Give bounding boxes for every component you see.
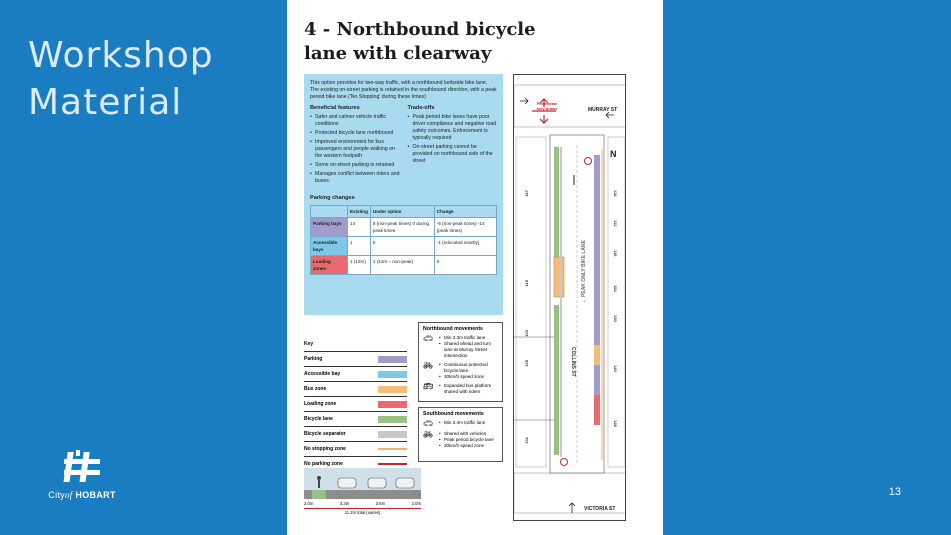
bicycle-icon: 🚲︎ <box>423 430 434 439</box>
parking-table <box>310 205 497 275</box>
list-item: • Shared ahead and turn lane at Murray Street intersection <box>439 341 498 359</box>
key-swatch <box>378 371 407 378</box>
list-item: • Min 3.4m traffic lane <box>439 420 485 426</box>
list-item: • Protected bicycle lane northbound <box>310 130 400 137</box>
address-label: 140 <box>613 365 618 372</box>
northbound-heading: Northbound movements <box>423 326 483 332</box>
key-swatch <box>378 356 407 363</box>
list-item: • Shared with vehicles <box>439 431 494 437</box>
table-header: Under option <box>370 206 434 218</box>
northbound-movements-box <box>418 322 503 402</box>
key-swatch <box>378 431 407 438</box>
option-info-box <box>304 74 503 315</box>
map-key <box>304 336 407 471</box>
key-label: Bus zone <box>304 386 327 392</box>
address-label: 154 <box>613 285 618 292</box>
logo-wordmark: Cityof HOBART <box>48 490 116 500</box>
tradeoffs-list <box>408 114 498 165</box>
key-swatch <box>378 416 407 423</box>
list-item: • Min 3.3m traffic lane <box>439 335 498 341</box>
key-label: Bicycle lane <box>304 416 333 422</box>
list-item: • Peak period bike lanes have poor driver compliance and negative road safety outcomes. Enforcement is typically required <box>408 114 498 142</box>
table-header: Existing <box>348 206 371 218</box>
table-cell: 1 (12m – non-peak) <box>370 256 434 275</box>
list-item: • Continuous protected bicycle lane <box>439 362 498 374</box>
southbound-movements-box <box>418 407 503 462</box>
list-item: • Some on-street parking is retained <box>310 162 400 169</box>
key-label: Loading zone <box>304 401 337 407</box>
dimension-label: 2.0m <box>304 501 314 506</box>
street-layout-map <box>513 74 626 521</box>
address-label: 125 <box>524 360 529 367</box>
beneficial-heading: Beneficial features <box>310 105 360 111</box>
table-cell: Accessible bays <box>311 237 348 256</box>
key-item <box>304 411 407 426</box>
list-item: • Peak period bicycle lane <box>439 437 494 443</box>
cross-section-illustration <box>304 468 421 499</box>
dimension-label: 3.6m <box>375 501 386 506</box>
key-item <box>304 366 407 381</box>
address-label: 119 <box>524 280 529 287</box>
key-label: Accessible bay <box>304 371 341 377</box>
table-cell: 14 <box>348 218 371 237</box>
key-item <box>304 441 407 456</box>
list-item: • 30km/h speed zone <box>439 443 494 449</box>
beneficial-list <box>310 114 400 185</box>
parking-heading: Parking changes <box>310 195 355 201</box>
address-label: 130 <box>613 315 618 322</box>
table-cell: -1 (relocated nearby) <box>434 237 496 256</box>
list-item: • On-street parking cannot be provided on northbound side of the street <box>408 144 498 165</box>
address-label: 148 <box>613 420 618 427</box>
list-item: • Expanded bus platform shared with riders <box>439 383 498 395</box>
table-cell: 8 (non-peak times) 0 during peak times <box>370 218 434 237</box>
pedestrian-phase-label: Pedestrian only phase <box>536 101 558 111</box>
page-number: 13 <box>888 486 901 498</box>
list-item: • Improved environment for bus passengers and people walking on the western footpath <box>310 139 400 160</box>
address-label: 116 <box>613 250 618 257</box>
northbound-car-item <box>423 335 498 359</box>
key-swatch <box>378 401 407 408</box>
tradeoffs-heading: Trade-offs <box>407 105 435 111</box>
list-item: • Safer and calmer vehicle traffic conditions <box>310 114 400 128</box>
document-page <box>287 0 663 535</box>
address-label: 112 <box>613 220 618 227</box>
address-label: 117 <box>524 190 529 197</box>
key-item <box>304 351 407 366</box>
hobart-hash-logo-icon <box>62 450 102 484</box>
table-cell: Parking bays <box>311 218 348 237</box>
slide-title <box>28 32 214 126</box>
key-heading-row <box>304 336 407 351</box>
victoria-street-label: VICTORIA ST <box>584 506 616 512</box>
southbound-bike-item <box>423 431 498 449</box>
key-label: No parking zone <box>304 461 343 467</box>
address-label: 131 <box>524 437 529 444</box>
northbound-bus-list <box>439 383 498 395</box>
table-cell: 0 <box>434 256 496 275</box>
southbound-car-list <box>439 420 485 428</box>
northbound-bike-item <box>423 362 498 380</box>
southbound-bike-list <box>439 431 494 449</box>
collins-street-label: COLLINS ST <box>570 347 576 377</box>
table-row <box>311 218 497 237</box>
table-row <box>311 237 497 256</box>
table-cell: 1 <box>348 237 371 256</box>
slide-title-line1: Workshop <box>28 35 214 76</box>
bus-icon: 🚌︎ <box>423 382 434 391</box>
list-item: • Manages conflict between riders and buses. <box>310 171 400 185</box>
document-title-line2: lane with clearway <box>304 43 492 64</box>
key-item <box>304 381 407 396</box>
total-width-label: 11.2m total (varies) <box>304 508 421 515</box>
address-label: 123 <box>524 330 529 337</box>
key-line-swatch <box>378 448 407 450</box>
key-label: Parking <box>304 356 323 362</box>
intro-text: This option provides for two-way traffic, with a northbound kerbside bike lane. The existing on-street parking is retained in the southbound direction, with a peak period bike lane ('No Stopping' during these times) <box>310 80 497 100</box>
cross-section-drawing <box>304 468 421 499</box>
address-label: 118 <box>613 190 618 197</box>
northbound-car-list <box>439 335 498 359</box>
northbound-bike-list <box>439 362 498 380</box>
map-drawing <box>514 75 626 521</box>
cross-section-dimensions <box>304 501 421 506</box>
table-header: Change <box>434 206 496 218</box>
table-header-row <box>311 206 497 218</box>
document-title-line1: 4 - Northbound bicycle <box>304 19 536 40</box>
key-label: No stopping zone <box>304 446 346 452</box>
dimension-label: 3.3m <box>339 501 350 506</box>
northbound-bus-item <box>423 383 498 395</box>
key-line-swatch <box>378 463 407 465</box>
city-of-hobart-logo <box>42 450 122 500</box>
key-heading: Key <box>304 340 314 347</box>
car-icon: 🚗︎ <box>423 419 434 428</box>
key-item <box>304 426 407 441</box>
table-cell: -6 (non-peak times) -14 (peak times) <box>434 218 496 237</box>
table-cell: Loading zones <box>311 256 348 275</box>
street-cross-section <box>304 468 421 523</box>
dimension-label: 2.0m <box>411 501 421 506</box>
car-icon: 🚗︎ <box>423 334 434 343</box>
table-header <box>311 206 348 218</box>
southbound-car-item <box>423 420 498 428</box>
key-swatch <box>378 386 407 393</box>
list-item: • 30km/h speed zone <box>439 374 498 380</box>
document-title <box>304 18 536 66</box>
southbound-heading: Southbound movements <box>423 411 484 417</box>
key-label: Bicycle separator <box>304 431 346 437</box>
north-arrow-icon: N <box>610 149 617 159</box>
bicycle-icon: 🚲︎ <box>423 361 434 370</box>
table-row <box>311 256 497 275</box>
table-cell: 1 (12m) <box>348 256 371 275</box>
slide-title-line2: Material <box>28 82 183 123</box>
table-cell: 0 <box>370 237 434 256</box>
peak-bike-lane-label: ← PEAK ONLY BIKE LANE <box>581 240 587 304</box>
key-item <box>304 396 407 411</box>
murray-street-label: MURRAY ST <box>588 107 618 113</box>
